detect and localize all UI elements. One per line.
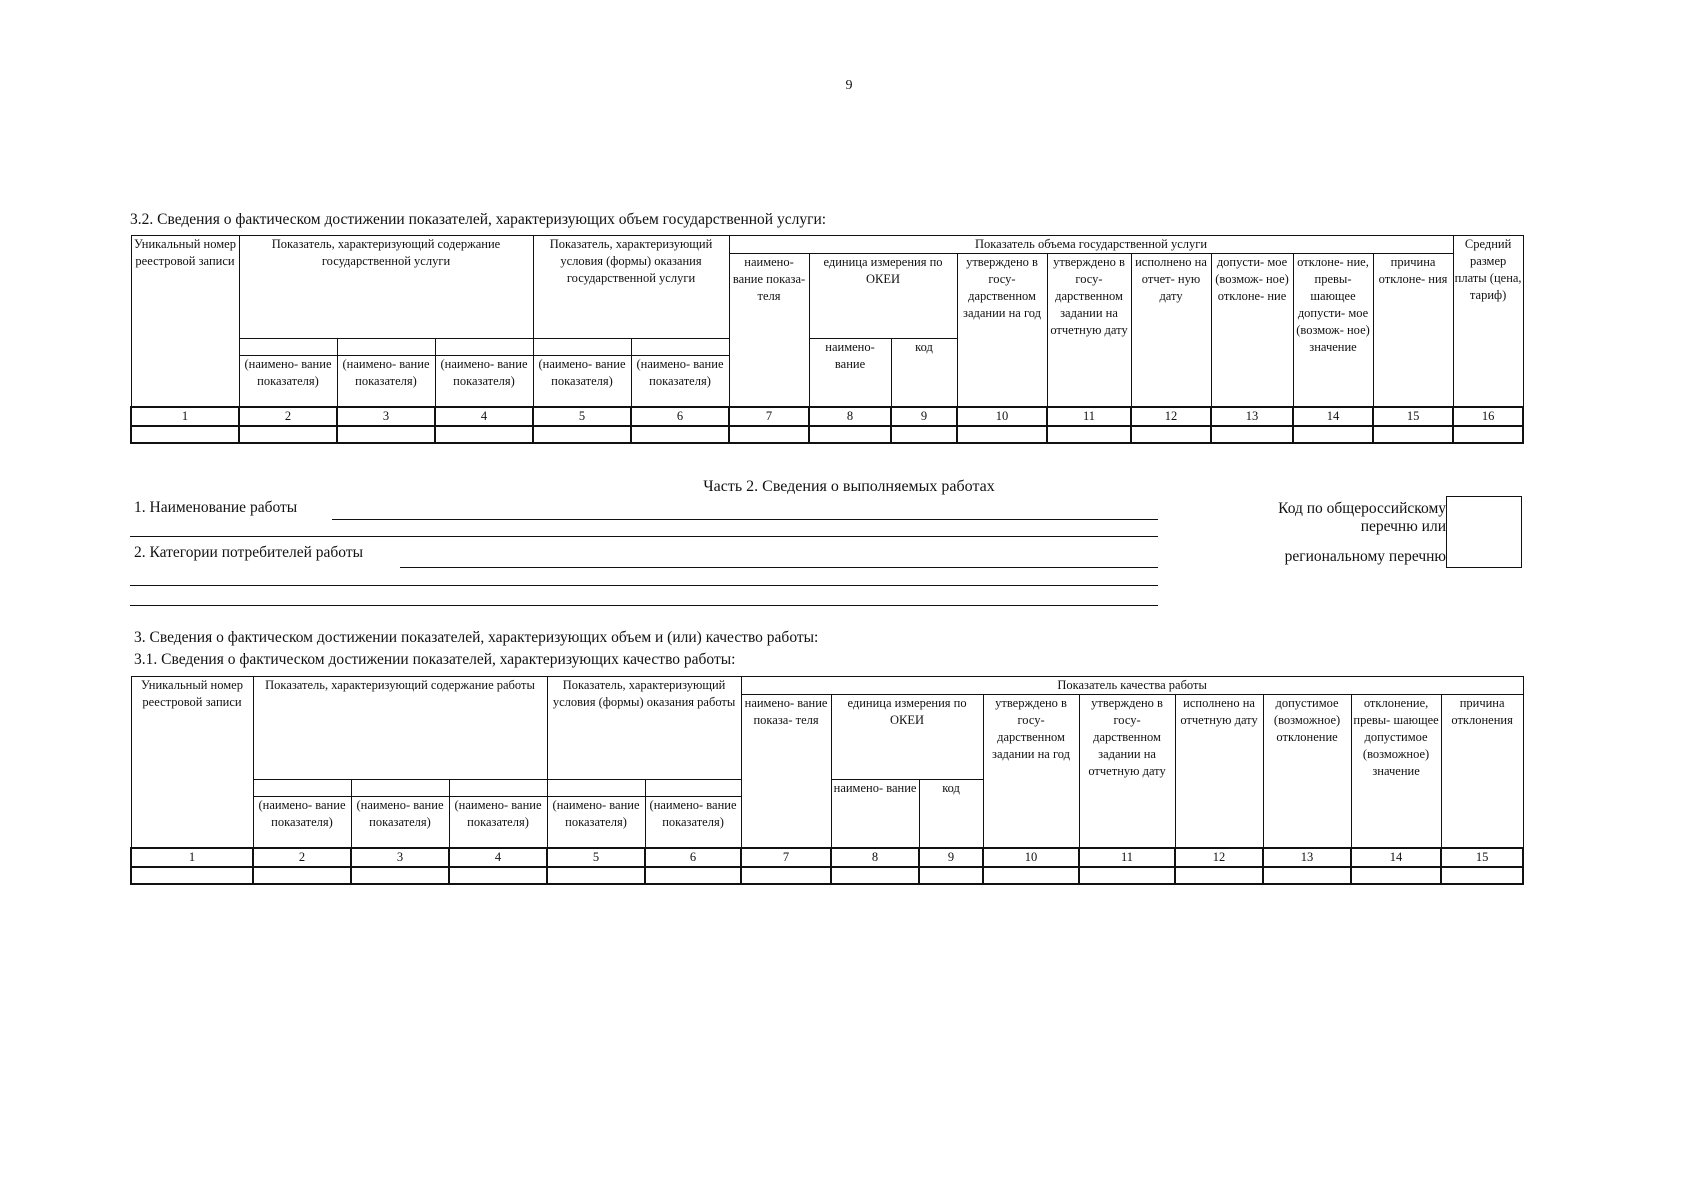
work-name-label: 1. Наименование работы xyxy=(134,499,298,516)
data-cell[interactable] xyxy=(239,426,337,443)
blank-cell xyxy=(351,780,449,797)
data-cell[interactable] xyxy=(1047,426,1131,443)
col-num: 9 xyxy=(919,848,983,867)
col-num: 9 xyxy=(891,407,957,426)
data-cell[interactable] xyxy=(1263,867,1351,884)
col-num: 12 xyxy=(1131,407,1211,426)
th-content-indicator: Показатель, характеризующий содержание работы xyxy=(253,677,547,780)
col-num: 13 xyxy=(1211,407,1293,426)
th-conditions-name-2: (наимено- вание показателя) xyxy=(645,797,741,848)
col-num: 14 xyxy=(1351,848,1441,867)
data-cell[interactable] xyxy=(1131,426,1211,443)
th-conditions-name-1: (наимено- вание показателя) xyxy=(533,356,631,407)
data-cell[interactable] xyxy=(809,426,891,443)
th-excess-deviation: отклонение, превы- шающее допустимое (возможное) значение xyxy=(1351,695,1441,848)
th-allowed-deviation: допусти- мое (возмож- ное) отклоне- ние xyxy=(1211,254,1293,407)
th-conditions-indicator: Показатель, характеризующий условия (формы) оказания работы xyxy=(547,677,741,780)
blank-cell xyxy=(645,780,741,797)
section-3-title: 3. Сведения о фактическом достижении показателей, характеризующих объем и (или) качество работы: xyxy=(134,629,819,646)
data-cell[interactable] xyxy=(131,426,239,443)
part-2-title: Часть 2. Сведения о выполняемых работах xyxy=(703,478,995,495)
data-cell[interactable] xyxy=(533,426,631,443)
col-num: 1 xyxy=(131,407,239,426)
consumers-label: 2. Категории потребителей работы xyxy=(134,544,364,561)
th-indicator-name: наимено- вание показа- теля xyxy=(741,695,831,848)
work-name-field-line-2[interactable] xyxy=(130,536,1158,537)
th-quality-indicator: Показатель качества работы xyxy=(741,677,1523,695)
th-content-indicator: Показатель, характеризующий содержание государственной услуги xyxy=(239,236,533,339)
data-cell[interactable] xyxy=(449,867,547,884)
col-num: 5 xyxy=(533,407,631,426)
col-num: 11 xyxy=(1047,407,1131,426)
th-approved-date: утверждено в госу- дарственном задании на отчетную дату xyxy=(1047,254,1131,407)
th-approved-date: утверждено в госу- дарственном задании на отчетную дату xyxy=(1079,695,1175,848)
data-cell[interactable] xyxy=(919,867,983,884)
th-content-name-1: (наимено- вание показателя) xyxy=(253,797,351,848)
data-cell[interactable] xyxy=(741,867,831,884)
col-num: 10 xyxy=(983,848,1079,867)
col-num: 1 xyxy=(131,848,253,867)
page-number: 9 xyxy=(845,78,853,93)
th-unit-code: код xyxy=(919,780,983,848)
th-unit-code: код xyxy=(891,339,957,407)
data-cell[interactable] xyxy=(1351,867,1441,884)
col-num: 15 xyxy=(1441,848,1523,867)
col-num: 14 xyxy=(1293,407,1373,426)
th-reason: причина отклоне- ния xyxy=(1373,254,1453,407)
blank-cell xyxy=(631,339,729,356)
th-reason: причина отклонения xyxy=(1441,695,1523,848)
consumers-field-line-3[interactable] xyxy=(130,605,1158,606)
section-3-1-title: 3.1. Сведения о фактическом достижении показателей, характеризующих качество работы: xyxy=(134,651,736,668)
table-row xyxy=(131,426,1523,443)
data-cell[interactable] xyxy=(1175,867,1263,884)
col-num: 12 xyxy=(1175,848,1263,867)
data-cell[interactable] xyxy=(831,867,919,884)
blank-cell xyxy=(449,780,547,797)
data-cell[interactable] xyxy=(645,867,741,884)
th-volume-indicator: Показатель объема государственной услуги xyxy=(729,236,1453,254)
data-cell[interactable] xyxy=(631,426,729,443)
col-num: 2 xyxy=(253,848,351,867)
col-num: 7 xyxy=(729,407,809,426)
data-cell[interactable] xyxy=(1453,426,1523,443)
registry-code-label-line-2: перечню или xyxy=(1360,518,1446,535)
registry-code-label-line-1: Код по общероссийскому xyxy=(1278,500,1446,517)
data-cell[interactable] xyxy=(957,426,1047,443)
section-3-2-title: 3.2. Сведения о фактическом достижении показателей, характеризующих объем государственной услуги: xyxy=(130,211,827,228)
th-conditions-indicator: Показатель, характеризующий условия (формы) оказания государственной услуги xyxy=(533,236,729,339)
th-indicator-name: наимено- вание показа- теля xyxy=(729,254,809,407)
col-num: 4 xyxy=(449,848,547,867)
registry-code-box[interactable] xyxy=(1446,496,1522,568)
col-num: 13 xyxy=(1263,848,1351,867)
th-unit: единица измерения по ОКЕИ xyxy=(831,695,983,780)
data-cell[interactable] xyxy=(1079,867,1175,884)
th-executed: исполнено на отчетную дату xyxy=(1175,695,1263,848)
col-num: 15 xyxy=(1373,407,1453,426)
th-unit-name: наимено- вание xyxy=(809,339,891,407)
th-content-name-2: (наимено- вание показателя) xyxy=(337,356,435,407)
col-num: 6 xyxy=(645,848,741,867)
blank-cell xyxy=(533,339,631,356)
data-cell[interactable] xyxy=(435,426,533,443)
consumers-field-line-2[interactable] xyxy=(130,585,1158,586)
blank-cell xyxy=(337,339,435,356)
data-cell[interactable] xyxy=(131,867,253,884)
blank-cell xyxy=(253,780,351,797)
blank-cell xyxy=(435,339,533,356)
volume-indicators-table xyxy=(130,235,1524,444)
th-executed: исполнено на отчет- ную дату xyxy=(1131,254,1211,407)
col-num: 5 xyxy=(547,848,645,867)
data-cell[interactable] xyxy=(1373,426,1453,443)
table-row xyxy=(131,867,1523,884)
col-num: 3 xyxy=(337,407,435,426)
th-unit-name: наимено- вание xyxy=(831,780,919,848)
data-cell[interactable] xyxy=(1441,867,1523,884)
blank-cell xyxy=(239,339,337,356)
column-numbers-row xyxy=(131,407,1523,426)
data-cell[interactable] xyxy=(253,867,351,884)
column-numbers-row xyxy=(131,848,1523,867)
registry-code-label-line-3: региональному перечню xyxy=(1284,548,1446,565)
th-unique-number: Уникальный номер реестровой записи xyxy=(131,677,253,848)
quality-indicators-table xyxy=(130,676,1524,885)
th-conditions-name-2: (наимено- вание показателя) xyxy=(631,356,729,407)
blank-cell xyxy=(547,780,645,797)
data-cell[interactable] xyxy=(729,426,809,443)
th-excess-deviation: отклоне- ние, превы- шающее допусти- мое (возмож- ное) значение xyxy=(1293,254,1373,407)
data-cell[interactable] xyxy=(891,426,957,443)
data-cell[interactable] xyxy=(337,426,435,443)
th-allowed-deviation: допустимое (возможное) отклонение xyxy=(1263,695,1351,848)
col-num: 8 xyxy=(809,407,891,426)
data-cell[interactable] xyxy=(1211,426,1293,443)
col-num: 10 xyxy=(957,407,1047,426)
col-num: 16 xyxy=(1453,407,1523,426)
th-conditions-name-1: (наимено- вание показателя) xyxy=(547,797,645,848)
th-content-name-2: (наимено- вание показателя) xyxy=(351,797,449,848)
th-content-name-1: (наимено- вание показателя) xyxy=(239,356,337,407)
data-cell[interactable] xyxy=(1293,426,1373,443)
col-num: 8 xyxy=(831,848,919,867)
col-num: 7 xyxy=(741,848,831,867)
th-content-name-3: (наимено- вание показателя) xyxy=(449,797,547,848)
th-average-fee: Средний размер платы (цена, тариф) xyxy=(1453,236,1523,407)
data-cell[interactable] xyxy=(547,867,645,884)
col-num: 4 xyxy=(435,407,533,426)
col-num: 11 xyxy=(1079,848,1175,867)
data-cell[interactable] xyxy=(983,867,1079,884)
th-approved-year: утверждено в госу- дарственном задании на год xyxy=(957,254,1047,407)
th-unit: единица измерения по ОКЕИ xyxy=(809,254,957,339)
th-unique-number: Уникальный номер реестровой записи xyxy=(131,236,239,407)
th-content-name-3: (наимено- вание показателя) xyxy=(435,356,533,407)
work-name-field[interactable] xyxy=(332,519,1158,520)
col-num: 2 xyxy=(239,407,337,426)
col-num: 3 xyxy=(351,848,449,867)
data-cell[interactable] xyxy=(351,867,449,884)
th-approved-year: утверждено в госу- дарственном задании на год xyxy=(983,695,1079,848)
registry-code-label xyxy=(1278,500,1446,566)
col-num: 6 xyxy=(631,407,729,426)
consumers-field[interactable] xyxy=(400,567,1158,568)
